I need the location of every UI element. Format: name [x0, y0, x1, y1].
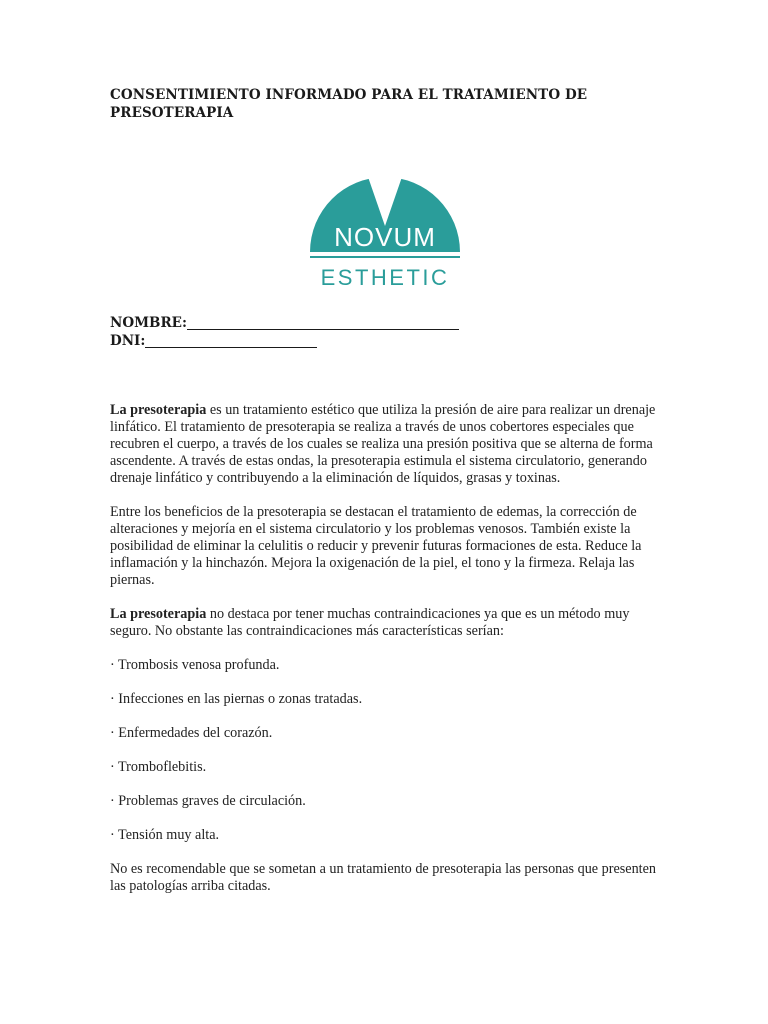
paragraph-text: no destaca por tener muchas contraindicaciones ya que es un método muy seguro. No obstante las contraindicaciones más características serían: — [110, 606, 630, 639]
document-title: CONSENTIMIENTO INFORMADO PARA EL TRATAMIENTO DE PRESOTERAPIA — [110, 87, 588, 121]
list-item: · Tensión muy alta. — [110, 827, 220, 843]
paragraph-definition — [110, 402, 662, 487]
paragraph-recommendation: No es recomendable que se sometan a un tratamiento de presoterapia las personas que presenten las patologías arriba citadas. — [110, 861, 657, 894]
paragraph-lead-bold: La presoterapia — [110, 606, 207, 622]
paragraph-benefits: Entre los beneficios de la presoterapia se destacan el tratamiento de edemas, la corrección de alteraciones y mejoría en el sistema circulatorio y los problemas venosos. También existe la posibilidad de eliminar la celulitis o reducir y prevenir futuras formaciones de esta. Reduce la inflamación y la hinchazón. Mejora la oxigenación de la piel, el tono y la firmeza. Relaja las piernas. — [110, 504, 642, 588]
logo-graphic — [305, 174, 465, 294]
personal-data-fields — [110, 314, 662, 350]
dni-label: DNI: — [110, 333, 146, 349]
list-item: · Trombosis venosa profunda. — [110, 657, 280, 673]
paragraph-text: es un tratamiento estético que utiliza la presión de aire para realizar un drenaje linfático. El tratamiento de presoterapia se realiza a través de unos cobertores especiales que recubren el cuerpo, a través de los cuales se realiza una presión positiva que se alterna de forma ascendente. A través de estas ondas, la presoterapia estimula el sistema circulatorio, generando drenaje linfático y contribuyendo a la eliminación de líquidos, grasas y toxinas. — [110, 402, 656, 486]
dni-field[interactable] — [110, 332, 662, 350]
dni-blank-line[interactable] — [145, 333, 317, 348]
list-item: · Enfermedades del corazón. — [110, 725, 273, 741]
logo-wordmark-bottom: ESTHETIC — [320, 265, 450, 290]
nombre-blank-line[interactable] — [187, 315, 459, 330]
novum-esthetic-logo — [305, 174, 465, 294]
document-page — [110, 86, 662, 912]
nombre-label: NOMBRE: — [110, 315, 187, 331]
paragraph-contraindications-intro — [110, 606, 662, 640]
contraindications-list — [110, 657, 662, 844]
paragraph-lead-bold: La presoterapia — [110, 402, 207, 418]
list-item: · Tromboflebitis. — [110, 759, 207, 775]
list-item: · Problemas graves de circulación. — [110, 793, 306, 809]
nombre-field[interactable] — [110, 314, 662, 332]
document-body — [110, 402, 662, 895]
list-item: · Infecciones en las piernas o zonas tratadas. — [110, 691, 363, 707]
logo-wordmark-top: NOVUM — [334, 222, 436, 252]
